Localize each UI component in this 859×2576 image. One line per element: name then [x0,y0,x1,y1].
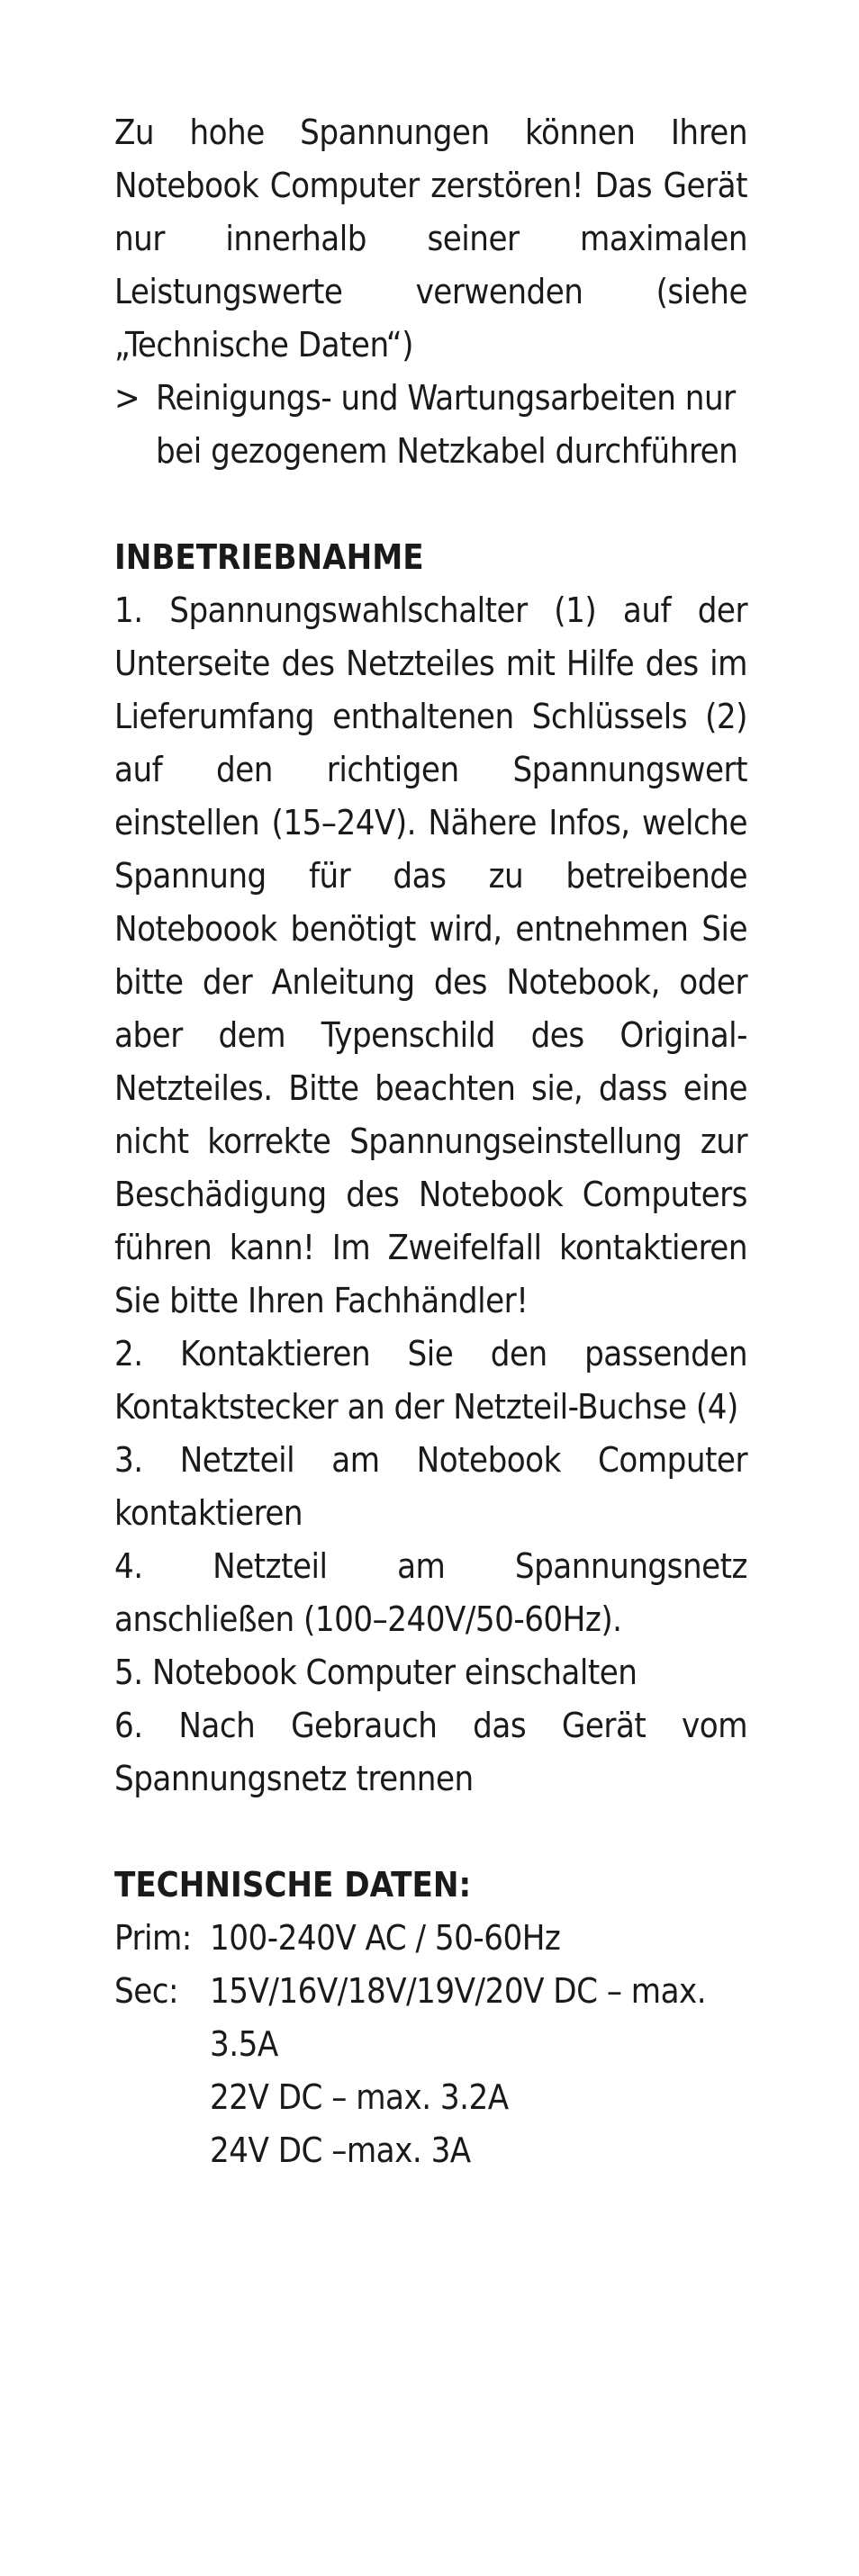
spec-label-prim: Prim: [114,1918,192,1958]
technische-daten-heading: TECHNISCHE DATEN: [114,1865,472,1905]
inbetriebnahme-heading: INBETRIEBNAHME [114,537,424,577]
bullet-text: Reinigungs- und Wartungsarbeiten nur bei gezogenem Netzkabel durchführen [156,378,738,471]
spec-row-prim [114,1912,747,1965]
manual-page [114,106,747,2177]
spec-value-sec-3: 24V DC –max. 3A [210,2130,471,2170]
bullet-marker: > [114,378,140,418]
spec-label-sec: Sec: [114,1971,179,2011]
maintenance-bullet [114,372,747,478]
section-spacer [114,478,747,531]
step-5: 5. Notebook Computer einschalten [114,1653,637,1692]
spec-row-sec [114,1965,747,2177]
spec-value-prim: 100-240V AC / 50-60Hz [210,1918,561,1958]
section-spacer [114,1806,747,1859]
warning-paragraph: Zu hohe Spannungen können Ihren Notebook Computer zerstören! Das Gerät nur innerhalb seiner maximalen Leistungswerte verwenden (siehe „Technische Daten“) [114,113,747,365]
spec-value-sec-1: 15V/16V/18V/19V/20V DC – max. 3.5A [210,1971,707,2064]
step-2: 2. Kontaktieren Sie den passenden Kontaktstecker an der Netzteil-Buchse (4) [114,1334,747,1427]
step-4: 4. Netzteil am Spannungsnetz anschließen (100–240V/50-60Hz). [114,1546,747,1639]
step-6: 6. Nach Gebrauch das Gerät vom Spannungsnetz trennen [114,1706,747,1798]
step-1: 1. Spannungswahlschalter (1) auf der Unterseite des Netzteiles mit Hilfe des im Lieferumfang enthaltenen Schlüssels (2) auf den richtigen Spannungswert einstellen (15–24V). Nähere Infos, welche Spannung für das zu betreibende Noteboook benötigt wird, entnehmen Sie bitte der Anleitung des Notebook, oder aber dem Typenschild des Original-Netzteiles. Bitte beachten sie, dass eine nicht korrekte Spannungseinstellung zur Beschädigung des Notebook Computers führen kann! Im Zweifelfall kontaktieren Sie bitte Ihren Fachhändler! [114,590,747,1320]
spec-value-sec-2: 22V DC – max. 3.2A [210,2077,509,2117]
step-3: 3. Netzteil am Notebook Computer kontaktieren [114,1440,747,1533]
